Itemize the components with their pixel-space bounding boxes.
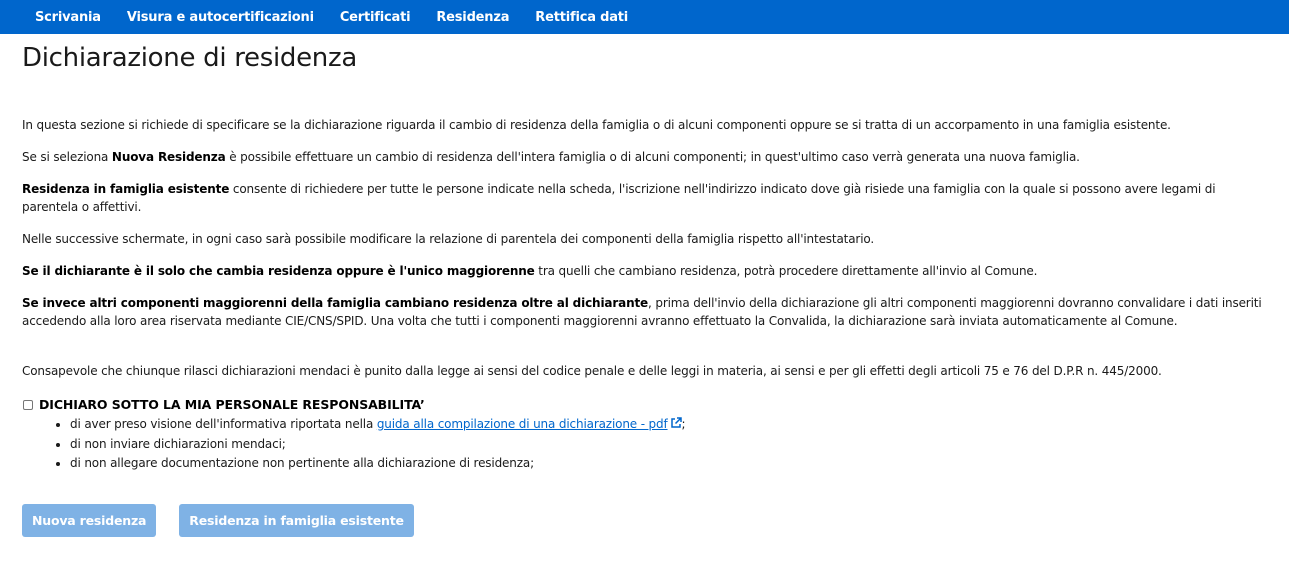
- nav-item-certificati[interactable]: Certificati: [339, 9, 411, 25]
- residenza-famiglia-esistente-button[interactable]: Residenza in famiglia esistente: [179, 504, 414, 537]
- list-item: [70, 415, 1267, 435]
- nav-item-residenza[interactable]: Residenza: [436, 9, 510, 25]
- nuova-residenza-button[interactable]: Nuova residenza: [22, 504, 156, 537]
- p5-bold: Se il dichiarante è il solo che cambia residenza oppure è l'unico maggiorenne: [22, 264, 535, 278]
- list-item: • di non allegare documentazione non pertinente alla dichiarazione di residenza;: [70, 454, 1267, 473]
- p6-bold: Se invece altri componenti maggiorenni della famiglia cambiano residenza oltre al dichiarante: [22, 296, 649, 310]
- p2-rest: è possibile effettuare un cambio di residenza dell'intera famiglia o di alcuni componenti; in quest'ultimo caso verrà generata una nuova famiglia.: [225, 150, 1080, 164]
- p2-bold: Nuova Residenza: [111, 150, 226, 164]
- declaration-label: DICHIARO SOTTO LA MIA PERSONALE RESPONSABILITA’: [39, 397, 425, 412]
- guida-pdf-link-label: guida alla compilazione di una dichiarazione - pdf: [376, 417, 668, 431]
- top-navigation: [0, 0, 1289, 34]
- legal-notice: Consapevole che chiunque rilasci dichiarazioni mendaci è punito dalla legge ai sensi del codice penale e delle leggi in materia, ai sensi e per gli effetti degli articoli 75 e 76 del D.P.R n. 445/2000.: [22, 364, 1162, 378]
- external-link-icon: [670, 416, 682, 435]
- page-title: Dichiarazione di residenza: [22, 43, 357, 73]
- famiglia-esistente-paragraph: [22, 180, 1267, 216]
- p3-rest: consente di richiedere per tutte le persone indicate nella scheda, l'iscrizione nell'indirizzo indicato dove già risiede una famiglia con la quale si possono avere legami di parentela o affettivi.: [22, 182, 1216, 214]
- p2-prefix: Se si seleziona: [22, 150, 112, 164]
- declaration-list: [22, 415, 1267, 473]
- action-buttons: [22, 504, 1267, 537]
- declaration-checkbox[interactable]: [23, 400, 33, 410]
- nav-item-visura[interactable]: Visura e autocertificazioni: [126, 9, 314, 25]
- altri-componenti-paragraph: [22, 294, 1267, 330]
- p3-bold: Residenza in famiglia esistente: [22, 182, 230, 196]
- declaration-row: [22, 397, 1267, 412]
- solo-dichiarante-paragraph: [22, 262, 1267, 280]
- list-item: • di non inviare dichiarazioni mendaci;: [70, 435, 1267, 454]
- p5-rest: tra quelli che cambiano residenza, potrà procedere direttamente all'invio al Comune.: [534, 264, 1038, 278]
- nuova-residenza-paragraph: [22, 148, 1267, 166]
- guida-pdf-link[interactable]: [377, 417, 682, 431]
- intro-paragraph: In questa sezione si richiede di specificare se la dichiarazione riguarda il cambio di residenza della famiglia o di alcuni componenti oppure se si tratta di un accorpamento in una famiglia esistente.: [22, 118, 1171, 132]
- nav-item-scrivania[interactable]: Scrivania: [35, 9, 101, 25]
- main-content: [0, 42, 1289, 537]
- parentela-paragraph: Nelle successive schermate, in ogni caso sarà possibile modificare la relazione di parentela dei componenti della famiglia rispetto all'intestatario.: [22, 232, 875, 246]
- p6-rest: , prima dell'invio della dichiarazione gli altri componenti maggiorenni dovranno convalidare i dati inseriti accedendo alla loro area riservata mediante CIE/CNS/SPID. Una volta che tutti i componenti maggiorenni avranno effettuato la Convalida, la dichiarazione sarà inviata automaticamente al Comune.: [22, 296, 1262, 328]
- item1-suffix: ;: [681, 417, 686, 431]
- item1-prefix: di aver preso visione dell'informativa riportata nella: [70, 417, 377, 431]
- nav-item-rettifica-dati[interactable]: Rettifica dati: [535, 9, 629, 25]
